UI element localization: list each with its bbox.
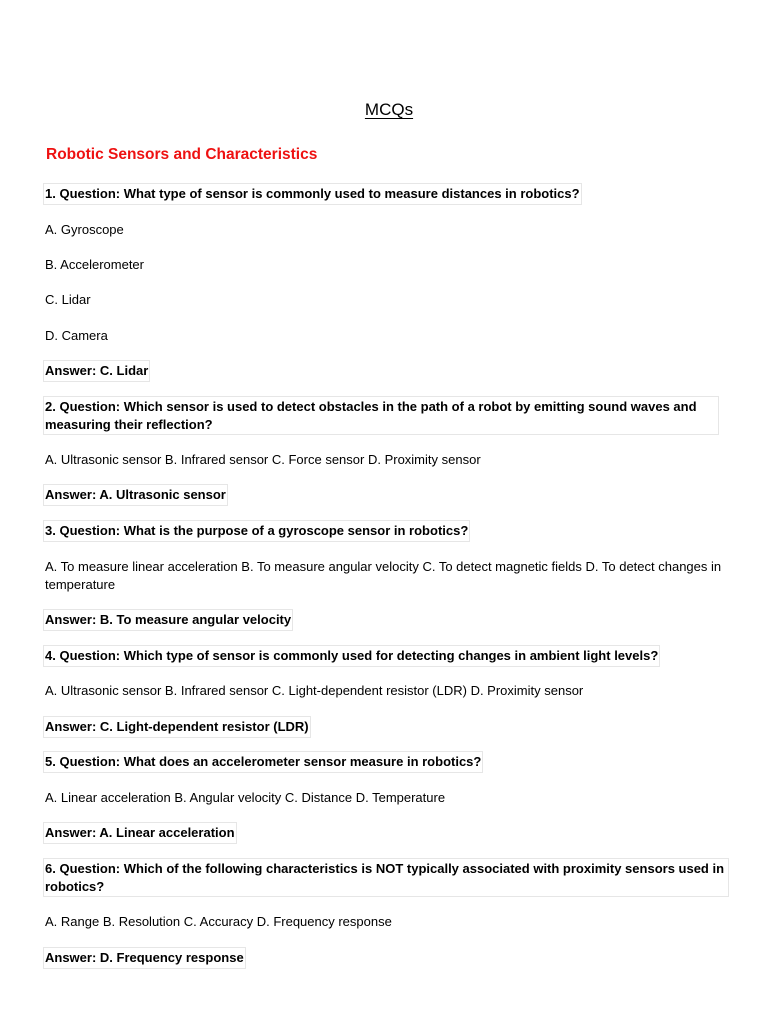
question-2: 2. Question: Which sensor is used to detect obstacles in the path of a robot by emitting sound waves and measuring their reflection? xyxy=(45,398,717,433)
question-3-options: A. To measure linear acceleration B. To measure angular velocity C. To detect magnetic fields D. To detect changes in temperature xyxy=(45,559,722,592)
question-5-answer: Answer: A. Linear acceleration xyxy=(45,825,235,840)
question-1: 1. Question: What type of sensor is commonly used to measure distances in robotics? xyxy=(45,186,580,201)
question-1-option-b: B. Accelerometer xyxy=(45,257,144,272)
question-2-answer: Answer: A. Ultrasonic sensor xyxy=(45,487,226,502)
question-1-answer: Answer: C. Lidar xyxy=(45,363,149,378)
question-1-option-d: D. Camera xyxy=(45,328,108,343)
question-6-options: A. Range B. Resolution C. Accuracy D. Frequency response xyxy=(45,914,392,929)
question-3: 3. Question: What is the purpose of a gyroscope sensor in robotics? xyxy=(45,523,469,538)
question-4-answer: Answer: C. Light-dependent resistor (LDR) xyxy=(45,719,309,734)
question-5: 5. Question: What does an accelerometer sensor measure in robotics? xyxy=(45,754,482,769)
question-3-answer: Answer: B. To measure angular velocity xyxy=(45,612,292,627)
question-4: 4. Question: Which type of sensor is commonly used for detecting changes in ambient light levels? xyxy=(45,648,659,663)
question-5-options: A. Linear acceleration B. Angular velocity C. Distance D. Temperature xyxy=(45,790,446,805)
question-2-options: A. Ultrasonic sensor B. Infrared sensor C. Force sensor D. Proximity sensor xyxy=(45,452,481,467)
question-6-answer: Answer: D. Frequency response xyxy=(45,950,244,965)
document-title: MCQs xyxy=(364,100,414,119)
question-1-option-c: C. Lidar xyxy=(45,292,91,307)
section-heading: Robotic Sensors and Characteristics xyxy=(46,146,318,163)
question-1-option-a: A. Gyroscope xyxy=(45,222,124,237)
question-6: 6. Question: Which of the following characteristics is NOT typically associated with proximity sensors used in robotics? xyxy=(45,860,727,895)
question-4-options: A. Ultrasonic sensor B. Infrared sensor C. Light-dependent resistor (LDR) D. Proximity sensor xyxy=(45,683,584,698)
